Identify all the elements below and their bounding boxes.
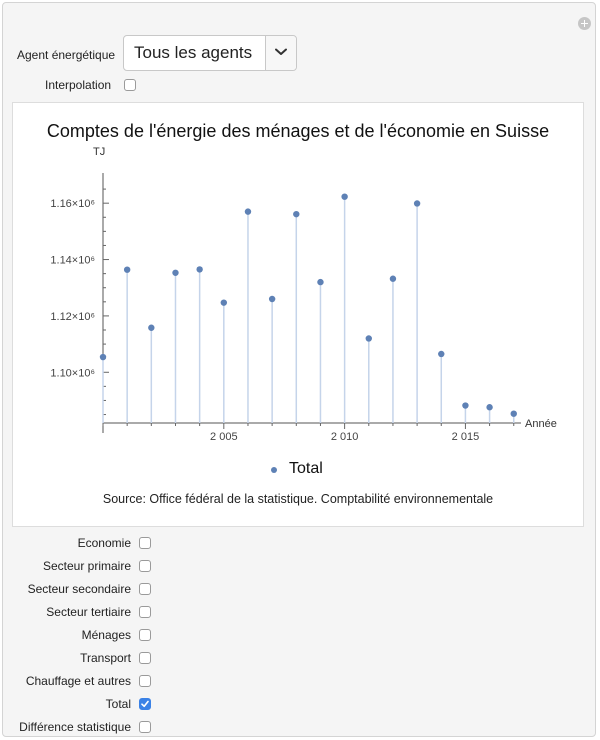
series-toggle-checkbox[interactable] (139, 675, 151, 687)
agent-label: Agent énergétique (17, 48, 116, 62)
agent-dropdown-value: Tous les agents (134, 43, 253, 62)
data-point (341, 194, 347, 200)
data-point (414, 200, 420, 206)
series-toggle-label: Secteur tertiaire (46, 605, 131, 619)
dropdown-button[interactable] (265, 36, 296, 70)
x-tick-label: 2 005 (210, 431, 238, 443)
data-point (390, 276, 396, 282)
chart-source: Source: Office fédéral de la statistique. Comptabilité environnementale (102, 492, 494, 506)
chart-panel (12, 102, 584, 527)
data-point (124, 266, 130, 272)
series-toggle-checkbox[interactable] (139, 606, 151, 618)
interpolation-label: Interpolation (45, 78, 112, 92)
series-toggle-checkbox[interactable] (139, 721, 151, 733)
chart-title: Comptes de l'énergie des ménages et de l'économie en Suisse (46, 121, 550, 141)
agent-dropdown[interactable] (123, 35, 297, 71)
series-toggle-label: Différence statistique (19, 720, 131, 734)
data-point (317, 279, 323, 285)
x-tick-label: 2 015 (451, 431, 480, 443)
data-point (366, 335, 372, 341)
series-toggle-checkbox[interactable] (139, 629, 151, 641)
data-point (293, 211, 299, 217)
data-point (511, 411, 517, 417)
y-tick-label: 1.14×10⁶ (50, 254, 95, 267)
series-toggle-label: Economie (77, 536, 131, 550)
legend-marker (271, 467, 277, 473)
series-toggle-label: Secteur primaire (42, 559, 131, 573)
series-toggle-label: Secteur secondaire (27, 582, 131, 596)
data-point (100, 354, 106, 360)
y-axis-label: TJ (93, 146, 106, 158)
data-point (221, 299, 227, 305)
y-tick-label: 1.12×10⁶ (50, 310, 95, 323)
plus-icon[interactable] (578, 17, 591, 30)
data-point (486, 404, 492, 410)
data-point (196, 266, 202, 272)
chevron-down-icon (275, 48, 287, 56)
legend-label: Total (289, 460, 323, 477)
y-tick-label: 1.10×10⁶ (50, 367, 95, 380)
series-toggle-label: Transport (80, 651, 131, 665)
series-toggle-label: Ménages (81, 628, 131, 642)
series-toggle-checkbox[interactable] (139, 560, 151, 572)
data-point (438, 351, 444, 357)
series-toggle-checkbox[interactable] (139, 698, 151, 710)
series-toggle-checkbox[interactable] (139, 583, 151, 595)
data-point (245, 208, 251, 214)
check-icon (141, 700, 149, 708)
series-toggle-checkbox[interactable] (139, 537, 151, 549)
interpolation-checkbox[interactable] (124, 79, 136, 91)
y-tick-label: 1.16×10⁶ (50, 198, 95, 211)
series-toggle-label: Total (105, 697, 131, 711)
series-toggle-checkbox[interactable] (139, 652, 151, 664)
data-point (462, 402, 468, 408)
data-point (172, 270, 178, 276)
data-point (148, 325, 154, 331)
x-tick-label: 2 010 (330, 431, 359, 443)
x-axis-label: Année (525, 418, 557, 430)
manipulate-panel (2, 2, 596, 737)
data-point (269, 296, 275, 302)
series-toggle-label: Chauffage et autres (25, 674, 131, 688)
